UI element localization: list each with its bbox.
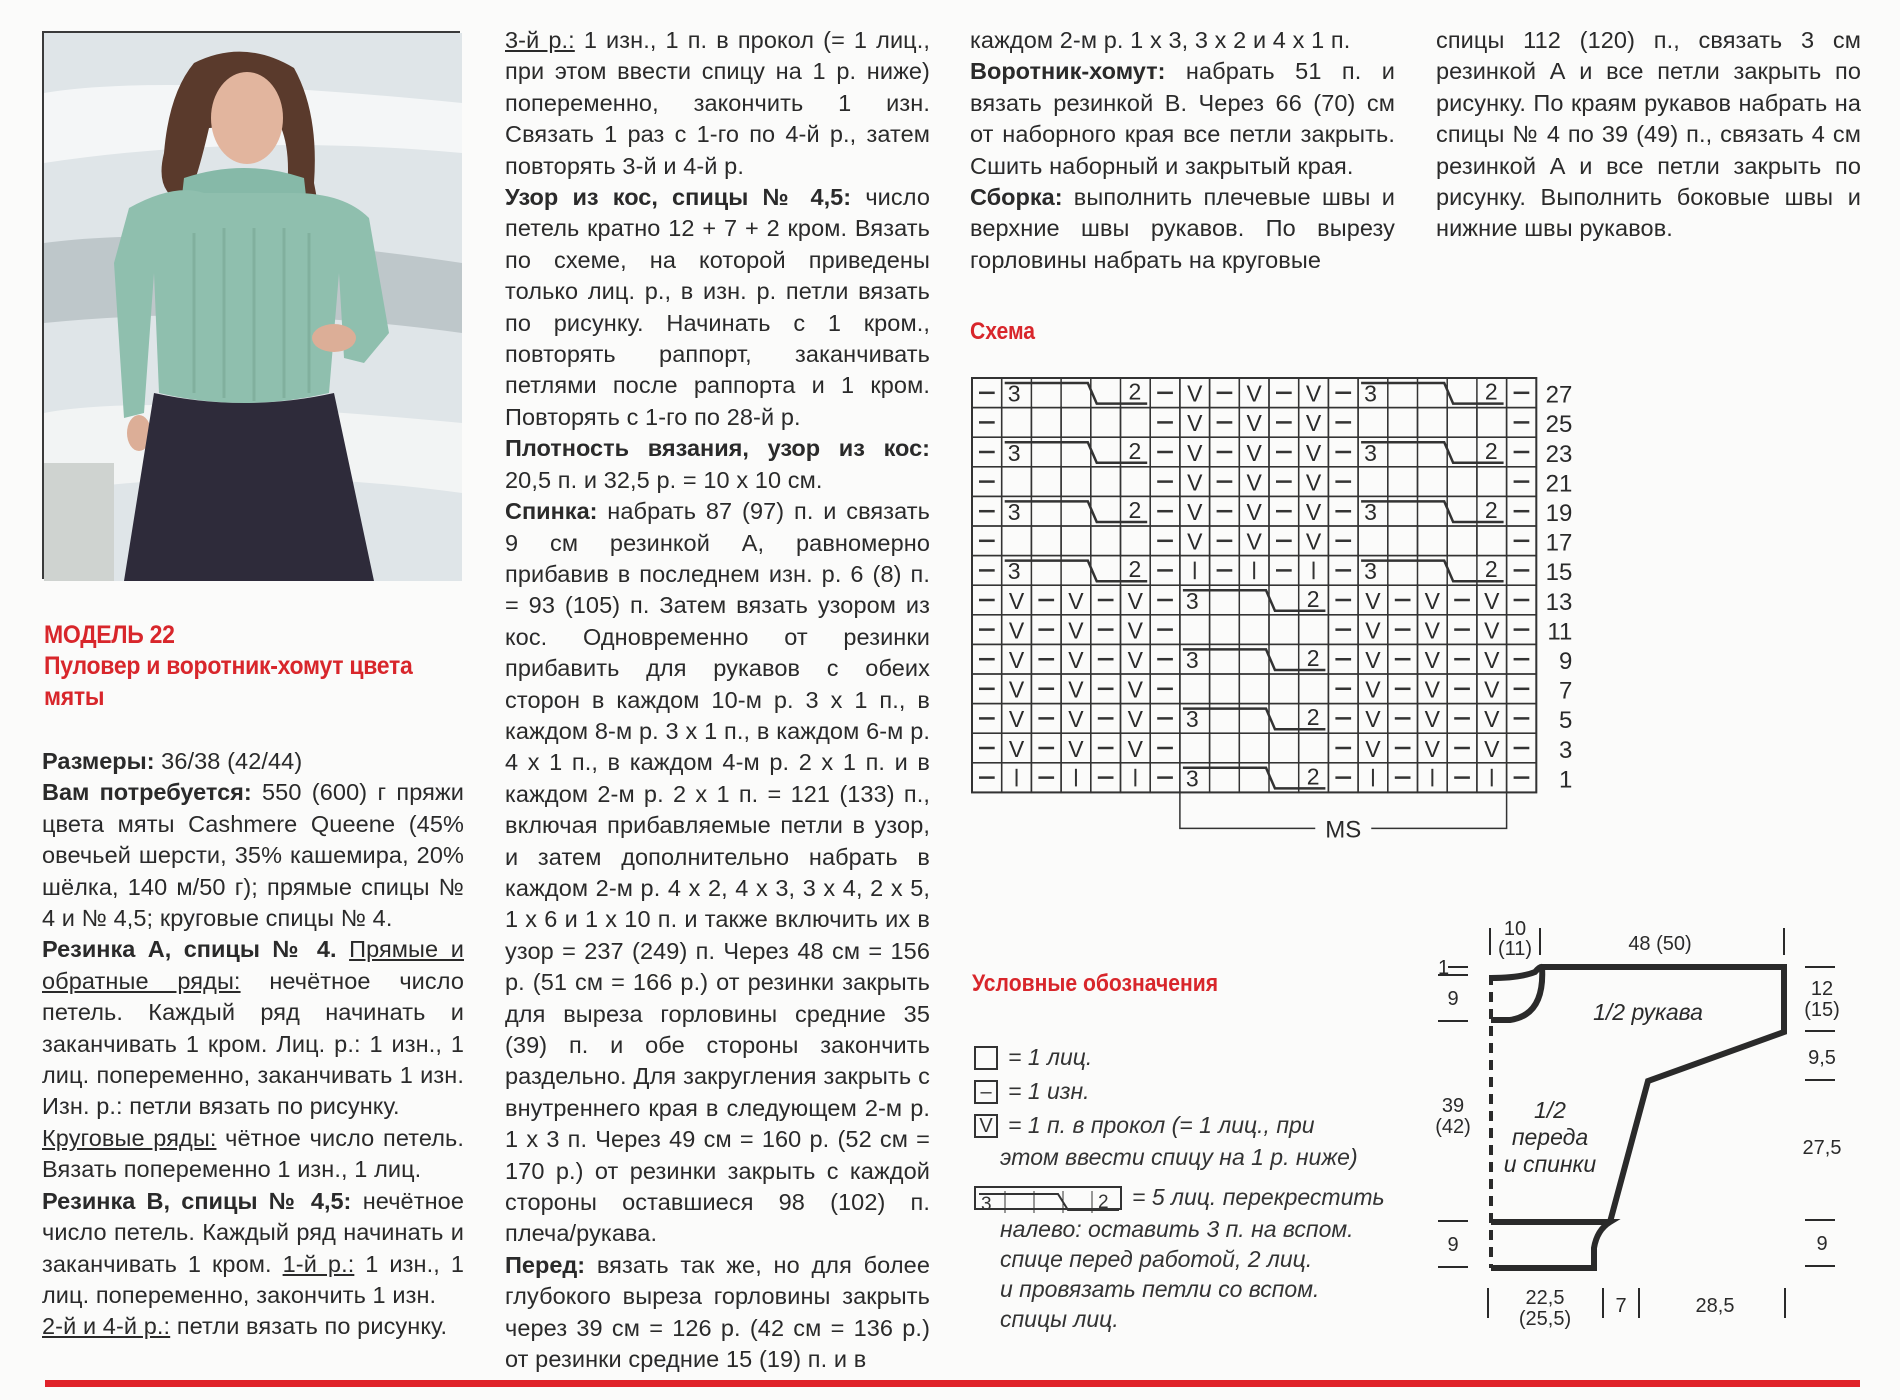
model-title (44, 620, 440, 713)
chart-cell (1210, 615, 1240, 645)
slip-stitch-symbol: V (1127, 587, 1144, 614)
slip-stitch-symbol: V (1068, 587, 1084, 614)
cable-left-count: 3 (1185, 587, 1199, 614)
slip-stitch-symbol: V (1365, 587, 1381, 614)
legend-text: = 1 лиц. (1008, 1044, 1093, 1070)
garment-schematic (1420, 900, 1880, 1340)
chart-cell (1477, 526, 1507, 556)
slip-stitch-symbol: V (1246, 528, 1262, 555)
model-name-line1: Пуловер и воротник-хомут цвета (44, 652, 413, 680)
dim-body-height: 39 (1441, 1095, 1465, 1117)
chart-cell (1447, 526, 1477, 556)
rib-outline (1491, 1222, 1610, 1268)
slip-stitch-symbol: V (1484, 706, 1500, 733)
paragraph-text: нечётное число петель. Каждый ряд начинать и заканчивать 1 кром. (42, 1187, 464, 1277)
paragraph (42, 777, 464, 934)
legend-text: = 1 изн. (1008, 1078, 1090, 1104)
paragraph-heading: Перед: (505, 1251, 586, 1278)
slip-stitch-symbol: V (1424, 617, 1441, 644)
row-number: 27 (1545, 381, 1573, 409)
slip-stitch-symbol: V (1365, 647, 1381, 673)
chart-cell (1061, 526, 1091, 556)
chart-cell (1031, 467, 1061, 497)
paragraph-heading: Сборка: (970, 184, 1063, 211)
chart-cell (1269, 615, 1299, 645)
chart-cell (1002, 467, 1032, 497)
legend-text-continued: этом ввести спицу на 1 р. ниже) (1000, 1144, 1358, 1170)
cable-right-count: 2 (1484, 556, 1498, 583)
slip-stitch-symbol: V (1068, 647, 1084, 673)
slip-stitch-symbol: V (1068, 706, 1084, 733)
chart-cell (1418, 467, 1448, 497)
slip-stitch-symbol: V (1187, 410, 1203, 437)
label-half-body-2: переда (1511, 1124, 1589, 1150)
svg-text:3: 3 (981, 1194, 992, 1215)
slip-stitch-symbol: V (1246, 469, 1262, 496)
cable-left-count: 3 (1364, 380, 1377, 407)
chart-cell (1091, 526, 1121, 556)
paragraph (42, 1311, 464, 1342)
slip-stitch-symbol: V (1365, 706, 1381, 733)
paragraph (505, 433, 930, 496)
slip-stitch-symbol: V (1246, 380, 1262, 407)
slip-stitch-symbol: V (1008, 647, 1025, 673)
chart-cell (1358, 526, 1388, 556)
slip-stitch-symbol: V (1068, 735, 1084, 762)
dim-sleeve-width: 48 (50) (1628, 933, 1692, 955)
chart-cell (1299, 615, 1329, 645)
paragraph-text: 1 изн., 1 п. в прокол (= 1 лиц., при этом ввести спицу на 1 р. ниже) попеременно, закончить 1 изн. Связать 1 раз с 1-го по 4-й р., затем повторять 3-й и 4-й р. (505, 27, 930, 179)
slip-stitch-symbol: V (1068, 617, 1084, 644)
slip-stitch-symbol: V (1127, 735, 1144, 762)
chart-cell (1447, 467, 1477, 497)
cable-right-count: 2 (1484, 378, 1498, 405)
slip-stitch-symbol-icon: V (974, 1114, 998, 1138)
slip-stitch-symbol: V (1187, 439, 1203, 466)
chart-cell (1358, 408, 1388, 438)
paragraph-text: вязать так же, но для более глубокого выреза горловины закрыть через 39 см = 126 р. (42 см = 136 р.) от резинки средние 15 (19) п. и в (505, 1251, 930, 1373)
slip-stitch-symbol: V (1305, 380, 1322, 407)
dim-rib-step: 7 (1615, 1295, 1627, 1317)
paragraph-heading: Резинка А, спицы № 4. (42, 936, 337, 963)
paragraph (505, 1250, 930, 1376)
row-label: 3-й р.: (505, 27, 575, 53)
cable-left-count: 3 (1007, 380, 1021, 407)
paragraph-heading: Плотность вязания, узор из кос: (505, 435, 930, 462)
cable-right-count: 2 (1484, 497, 1498, 523)
cable-left-count: 3 (1185, 765, 1199, 792)
row-number: 21 (1545, 470, 1573, 498)
cable-left-count: 3 (1007, 499, 1021, 525)
dim-rib-left: 9 (1447, 1234, 1459, 1256)
chart-cell (1388, 408, 1418, 438)
slip-stitch-symbol: V (1008, 735, 1025, 762)
row-label: 1-й р.: (282, 1250, 355, 1277)
slip-stitch-symbol: V (1008, 587, 1025, 614)
chart-cell (1121, 526, 1151, 556)
paragraph (505, 496, 930, 1250)
chart-cell (1239, 733, 1269, 763)
legend-text: = 1 п. в прокол (= 1 лиц., при (1008, 1112, 1315, 1138)
dim-sleeve-end: 12 (1810, 978, 1834, 1000)
slip-stitch-symbol: V (1424, 647, 1441, 673)
row-label: Прямые и обратные ряды: (42, 936, 464, 994)
schema-heading: Схема (970, 318, 1036, 345)
chart-cell (1002, 526, 1032, 556)
photo-illustration (44, 33, 462, 581)
slip-stitch-symbol: V (1127, 617, 1144, 644)
chart-cell (1031, 526, 1061, 556)
chart-cell (1210, 674, 1240, 704)
slip-stitch-symbol: V (1305, 410, 1322, 437)
row-number: 13 (1545, 588, 1573, 616)
chart-cell (1299, 674, 1329, 704)
knitting-chart (970, 376, 1573, 846)
model-photo (42, 31, 460, 579)
chart-cell (1477, 467, 1507, 497)
chart-cell (1358, 467, 1388, 497)
dim-neck-width: 10 (1503, 918, 1527, 940)
cable-right-count: 2 (1306, 704, 1320, 731)
paragraph-text: 1 изн., 1 лиц. попеременно, закончить 1 изн. (42, 1250, 464, 1308)
row-label: 2-й и 4-й р.: (42, 1313, 171, 1340)
chart-cell (1091, 408, 1121, 438)
cable-right-count: 2 (1128, 378, 1142, 405)
model-name-line2: мяты (44, 683, 105, 711)
chart-cell (1239, 615, 1269, 645)
knit-symbol-icon (974, 1046, 998, 1070)
row-number: 25 (1545, 411, 1573, 439)
chart-cell (1061, 467, 1091, 497)
cable-left-count: 3 (1364, 558, 1377, 585)
dim-sleeve-under: 28,5 (1695, 1295, 1735, 1317)
paragraph-heading: Воротник-хомут: (970, 58, 1166, 85)
cable-right-count: 2 (1306, 763, 1320, 790)
slip-stitch-symbol: V (1008, 676, 1025, 703)
chart-cell (1388, 526, 1418, 556)
row-number: 7 (1558, 677, 1573, 705)
paragraph-text: число петель кратно 12 + 7 + 2 кром. Вязать по схеме, на которой приведены только лиц. р., в изн. р. петли вязать по рисунку. Начинать с 1 кром., повторять раппорт, заканчивать петлями после раппорта и 1 кром. Повторять с 1-го по 28-й р. (505, 184, 930, 430)
label-half-body-3: и спинки (1503, 1151, 1597, 1177)
row-number: 3 (1558, 736, 1573, 764)
chart-cell (1447, 408, 1477, 438)
chart-cell (1031, 408, 1061, 438)
chart-cell (1269, 733, 1299, 763)
paragraph (970, 25, 1395, 56)
slip-stitch-symbol: V (1187, 528, 1203, 555)
paragraph (42, 1123, 464, 1186)
legend-text: = 5 лиц. перекрестить (1132, 1184, 1385, 1210)
slip-stitch-symbol: V (1484, 617, 1500, 644)
svg-text:2: 2 (1098, 1192, 1109, 1213)
row-number: 11 (1547, 618, 1573, 646)
slip-stitch-symbol: V (1127, 676, 1144, 703)
legend-item (972, 1108, 1392, 1142)
label-half-body-1: 1/2 (1534, 1097, 1566, 1123)
cable-right-count: 2 (1128, 497, 1142, 523)
paragraph (970, 182, 1395, 276)
slip-stitch-symbol: V (1305, 469, 1322, 496)
chart-cell (1269, 674, 1299, 704)
paragraph (42, 746, 464, 777)
row-number: 9 (1558, 648, 1573, 675)
row-number: 1 (1558, 766, 1573, 794)
slip-stitch-symbol: V (1365, 617, 1381, 644)
slip-stitch-symbol: V (1365, 735, 1381, 762)
model-number: МОДЕЛЬ 22 (44, 621, 175, 649)
chart-cell (1091, 467, 1121, 497)
slip-stitch-symbol: V (1187, 380, 1203, 407)
paragraph-heading: Резинка В, спицы № 4,5: (42, 1187, 352, 1214)
slip-stitch-symbol: V (1305, 499, 1322, 525)
slip-stitch-symbol: V (1127, 647, 1144, 673)
slip-stitch-symbol: V (1246, 439, 1262, 466)
legend-text-continued: и провязать петли со вспом. (1000, 1276, 1320, 1302)
chart-cell (1239, 674, 1269, 704)
paragraph-text: чётное число петель. Вязать попеременно 1 изн., 1 лиц. (42, 1124, 464, 1183)
slip-stitch-symbol: V (1008, 706, 1025, 733)
paragraph-text: выполнить плечевые швы и верхние швы рукавов. По вырезу горловины набрать на круговые (970, 184, 1395, 273)
slip-stitch-symbol: V (1424, 587, 1441, 614)
paragraph-text: спицы 112 (120) п., связать 3 см резинкой А и все петли закрыть по рисунку. По краям рукавов набрать на спицы № 4 по 39 (49) п., связать 4 см резинкой А и все петли закрыть по рисунку. Выполнить боковые швы и нижние швы рукавов. (1436, 27, 1861, 242)
text-column-4 (1436, 25, 1861, 245)
dim-bottom-width: 22,5 (1525, 1287, 1565, 1309)
slip-stitch-symbol: V (1424, 706, 1441, 733)
dim-sleeve-slope: 9,5 (1808, 1047, 1836, 1069)
slip-stitch-symbol: V (1365, 676, 1381, 703)
chart-cell (1299, 733, 1329, 763)
legend-heading: Условные обозначения (972, 970, 1219, 997)
paragraph (42, 934, 464, 1122)
dim-neck-drop: 1 (1438, 957, 1450, 979)
paragraph-text: 20,5 п. и 32,5 р. = 10 х 10 см. (505, 466, 823, 493)
slip-stitch-symbol: V (1424, 676, 1441, 703)
cable-left-count: 3 (1364, 499, 1377, 525)
slip-stitch-symbol: V (1008, 617, 1025, 644)
slip-stitch-symbol: V (1187, 499, 1203, 525)
dim-side-height: 27,5 (1802, 1137, 1842, 1159)
cable-right-count: 2 (1484, 437, 1498, 464)
legend-text-continued: спицы лиц. (1000, 1306, 1119, 1332)
legend-item (972, 1040, 1392, 1074)
paragraph (505, 182, 930, 433)
slip-stitch-symbol: V (1246, 410, 1262, 437)
chart-cell (1121, 408, 1151, 438)
dim-bottom-width-alt: (25,5) (1518, 1308, 1572, 1330)
row-number: 5 (1558, 707, 1573, 735)
cable-symbol-icon (974, 1186, 1122, 1215)
cable-left-count: 3 (1007, 439, 1021, 466)
row-number: 23 (1545, 440, 1573, 468)
paragraph-heading: Спинка: (505, 498, 598, 525)
slip-stitch-symbol: V (1484, 676, 1500, 703)
paragraph-heading: Вам потребуется: (42, 779, 252, 806)
chart-cell (1180, 733, 1210, 763)
dim-sleeve-end-alt: (15) (1804, 999, 1840, 1021)
paragraph-text: каждом 2-м р. 1 х 3, 3 х 2 и 4 х 1 п. (970, 27, 1351, 53)
purl-symbol-icon: – (974, 1080, 998, 1104)
paragraph-text: 36/38 (42/44) (154, 748, 303, 774)
chart-cell (1418, 526, 1448, 556)
repeat-label: MS (1325, 816, 1362, 844)
row-number: 19 (1545, 500, 1573, 527)
paragraph (42, 1186, 464, 1312)
paragraph-heading: Размеры: (42, 748, 155, 774)
paragraph-text: набрать 51 п. и вязать резинкой В. Через 66 (70) см от наборного края все петли закрыть. Сшить наборный и закрытый края. (970, 58, 1395, 179)
paragraph-text: 550 (600) г пряжи цвета мяты Cashmere Queene (45% овечьей шерсти, 35% кашемира, 20% шёлка, 140 м/50 г); прямые спицы № 4 и № 4,5; круговые спицы № 4. (42, 779, 464, 932)
cable-right-count: 2 (1128, 556, 1142, 583)
text-column-2 (505, 25, 930, 1375)
paragraph-text: нечётное число петель. Каждый ряд начинать и заканчивать 1 кром. Лиц. р.: 1 изн., 1 лиц. попеременно, заканчивать 1 изн. Изн. р.: петли вязать по рисунку. (42, 967, 465, 1120)
slip-stitch-symbol: V (1127, 706, 1144, 733)
paragraph (1436, 25, 1861, 245)
text-column-1 (42, 746, 464, 1343)
chart-cell (1388, 467, 1418, 497)
footer-red-rule (45, 1380, 1860, 1387)
legend-item (972, 1074, 1392, 1108)
slip-stitch-symbol: V (1484, 647, 1500, 673)
slip-stitch-symbol: V (1187, 469, 1203, 496)
legend-text-continued: налево: оставить 3 п. на вспом. (1000, 1216, 1354, 1242)
paragraph-text: петли вязать по рисунку. (170, 1313, 448, 1340)
chart-cell (1061, 408, 1091, 438)
chart-cell (1121, 467, 1151, 497)
slip-stitch-symbol: V (1246, 499, 1262, 525)
cable-left-count: 3 (1007, 558, 1021, 585)
chart-cell (1477, 408, 1507, 438)
label-half-sleeve: 1/2 рукава (1593, 999, 1703, 1025)
paragraph (505, 25, 930, 182)
cable-left-count: 3 (1185, 706, 1199, 733)
dim-rib-right: 9 (1816, 1233, 1828, 1255)
cable-right-count: 2 (1306, 645, 1320, 671)
slip-stitch-symbol: V (1068, 676, 1084, 703)
paragraph (970, 56, 1395, 182)
row-number: 17 (1545, 529, 1573, 557)
slip-stitch-symbol: V (1305, 439, 1322, 466)
legend (972, 1040, 1392, 1334)
paragraph-text: набрать 87 (97) п. и связать 9 см резинкой А, равномерно прибавив в последнем изн. р. 6 (8) п. = 93 (105) п. Затем вязать узором из кос. Одновременно от резинки прибавить для рукавов с обеих сторон в каждом 10-м р. 3 х 1 п., в каждом 8-м р. 3 х 1 п., в каждом 6-м р. 4 х 1 п., в каждом 4-м р. 2 х 1 п. и в каждом 2-м р. 2 х 1 п. = 121 (133) п., включая прибавляемые петли в узор, и затем дополнительно набрать в каждом 2-м р. 4 х 2, 4 х 3, 3 х 4, 2 х 5, 1 х 6 и 1 х 10 п. и также включить их в узор = 237 (249) п. Через 48 см = 156 р. (51 см = 166 р.) от резинки закрыть для выреза горловины средние 35 (39) п. и обе стороны закончить раздельно. Для закругления закрыть с внутреннего края в следующем 2-м р. 1 х 3 п. Через 49 см = 160 р. (52 см = 170 р.) от резинки закрыть с каждой стороны оставшиеся 98 (102) п. плеча/рукава. (505, 498, 930, 1247)
chart-cell (1418, 408, 1448, 438)
row-label: Круговые ряды: (42, 1124, 217, 1151)
dim-neck-width-alt: (11) (1497, 938, 1533, 960)
dim-body-height-alt: (42) (1435, 1116, 1471, 1138)
cable-left-count: 3 (1185, 647, 1199, 673)
cable-right-count: 2 (1306, 585, 1320, 612)
row-number: 15 (1545, 559, 1573, 587)
chart-cell (1002, 408, 1032, 438)
cable-right-count: 2 (1128, 437, 1142, 464)
legend-item (972, 1180, 1392, 1214)
cable-left-count: 3 (1364, 439, 1377, 466)
chart-cell (1180, 615, 1210, 645)
neckline-outline (1491, 967, 1542, 978)
slip-stitch-symbol: V (1424, 735, 1441, 762)
slip-stitch-symbol: V (1484, 587, 1500, 614)
chart-cell (1210, 733, 1240, 763)
chart-cell (1180, 674, 1210, 704)
text-column-3 (970, 25, 1395, 276)
legend-text-continued: спице перед работой, 2 лиц. (1000, 1246, 1313, 1272)
paragraph-heading: Узор из кос, спицы № 4,5: (505, 184, 852, 211)
slip-stitch-symbol: V (1484, 735, 1500, 762)
dim-neck-height: 9 (1447, 988, 1459, 1010)
slip-stitch-symbol: V (1305, 528, 1322, 555)
